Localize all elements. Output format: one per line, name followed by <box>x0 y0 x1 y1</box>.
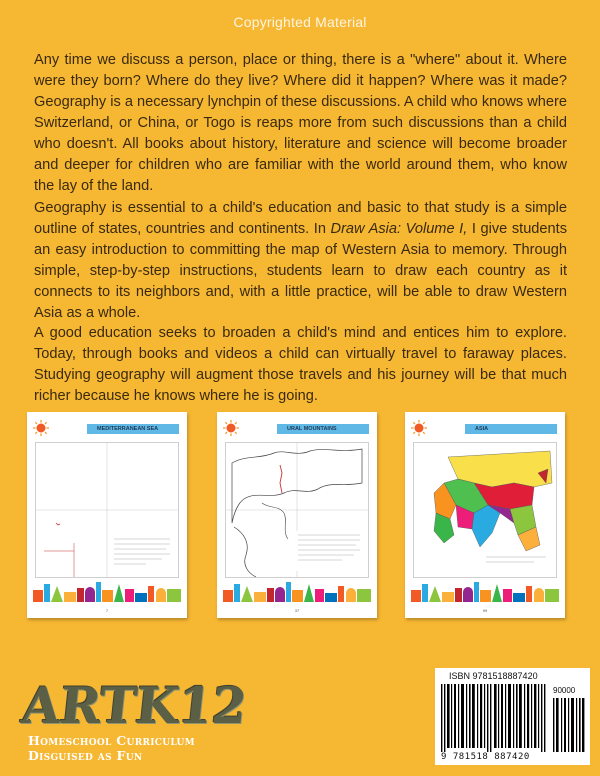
price-code: 90000 <box>553 686 576 695</box>
map-frame <box>225 442 369 578</box>
blurb-paragraph-3 <box>34 323 567 407</box>
copyright-watermark: Copyrighted Material <box>233 14 367 30</box>
logo-tagline-2: Disguised as Fun <box>28 748 143 763</box>
map-frame <box>413 442 557 578</box>
skyline-illustration <box>33 580 181 602</box>
price-barcode <box>553 698 585 752</box>
page-banner: URAL MOUNTAINS <box>277 424 369 434</box>
blurb-paragraph-2 <box>34 198 567 324</box>
page-banner: MEDITERRANEAN SEA <box>87 424 179 434</box>
outline-map <box>226 443 368 577</box>
blurb-paragraph-3-text: A good education seeks to broaden a child's mind and entices him to explore. Today, through books and videos a child can virtually travel to faraway places. Studying geography will augment those travels and his journey will be that much richer because he knows where he is going. <box>34 325 567 404</box>
logo-tagline-1: Homeschool Curriculum <box>28 733 195 748</box>
isbn-barcode-box <box>435 668 590 765</box>
sample-page-mediterranean <box>27 412 187 618</box>
ean-barcode <box>441 684 549 752</box>
blurb-p2-before: Geography is essential to a child's education and basic to that study is a simple outline of states, countries and continents. In <box>34 200 567 237</box>
artk12-logo <box>18 676 249 766</box>
sun-icon <box>411 420 427 436</box>
sun-icon <box>33 420 49 436</box>
sample-page-ural <box>217 412 377 618</box>
book-title: Draw Asia: Volume I, <box>330 221 468 237</box>
page-number: 37 <box>294 608 300 613</box>
logo-wordmark: ARTK12 <box>18 676 249 735</box>
blank-grid-map <box>36 443 178 577</box>
map-frame <box>35 442 179 578</box>
barcode-digits: 9 781518 887420 <box>441 752 530 762</box>
blurb-paragraph-1 <box>34 50 567 197</box>
page-banner: ASIA <box>465 424 557 434</box>
sample-page-asia <box>405 412 565 618</box>
blurb-paragraph-1-text: Any time we discuss a person, place or thing, there is a "where" about it. Where were they born? Where do they live? Where did it happen? Where was it made? Geography is a necessary lynchpin of these discussions. A child who knows where Switzerland, or China, or Togo is reaps more from such discussions than a child who doesn't. All books about history, literature and science will become broader and deeper for children who are familiar with the world around them, who know the lay of the land. <box>34 52 567 194</box>
colored-asia-map <box>414 443 556 577</box>
skyline-illustration <box>411 580 559 602</box>
skyline-illustration <box>223 580 371 602</box>
page-number: 99 <box>482 608 488 613</box>
isbn-label: ISBN 9781518887420 <box>449 671 538 681</box>
blurb-paragraph-2-text <box>34 198 567 324</box>
blurb-p2-after: I give students an easy introduction to committing the map of Western Asia to memory. Through simple, step-by-step instructions, students learn to draw each country as it connects to its neighbors and, with a little practice, will be able to draw Western Asia as a whole. <box>34 221 568 321</box>
sun-icon <box>223 420 239 436</box>
page-number: 7 <box>105 608 109 613</box>
